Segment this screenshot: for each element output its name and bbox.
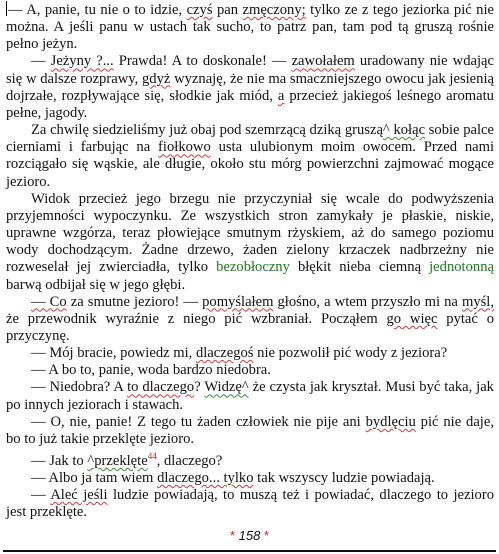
paragraph [6, 294, 494, 345]
text-run: głośno, a wtem przyszło mi na [273, 293, 462, 310]
paragraph [6, 345, 494, 362]
text-run: — Jak to [31, 452, 88, 469]
text-cursor [6, 1, 7, 16]
text-run: nie pozwolił pić wody z jeziora? [253, 345, 448, 362]
paragraph [6, 414, 494, 448]
spelling-marked-word: pomyślałem [202, 293, 274, 310]
paragraph [6, 470, 494, 487]
footnote-ref: 44 [147, 451, 157, 462]
spelling-marked-word: gdyż [141, 70, 171, 87]
footer-star-left: * [229, 528, 236, 543]
page-bottom-border [3, 550, 496, 552]
text-run: pan [212, 2, 243, 18]
text-run: Widok przecież jego brzegu nie przyczyniał się wcale do podwyższenia przyjemności wypoczynku. Ze wszystkich stron zamykały je płaskie, niskie, uprawne wzgórza, teraz płowiejące smutnym rżyskiem, aż do samego poziomu wody dochodzącym. Żadne drzewo, żaden zielony krzaczek nadbrzeżny nie rozweselał jej zwierciadła, tylko [6, 190, 494, 276]
text-run: że czysta jak kryształ. Musi być taka, jak po innych jeziorach i stawach. [6, 379, 494, 413]
text-run: barwą odbijał się w jego głębi. [6, 276, 186, 293]
text-run: — Mój bracie, powiedz mi, [31, 345, 196, 362]
grammar-marked-word: ^przeklęte [87, 452, 148, 469]
text-run: — A bo to, panie, woda bardzo niedobra. [31, 362, 271, 379]
paragraph [6, 379, 494, 413]
spelling-marked-word: fiołkowo [158, 139, 211, 156]
text-run: usta ulubionym moim owocem. Przed nami rozciągało się wąskie, ale długie, około stu mórg powierzchni zajmować mogące jezioro. [6, 139, 495, 190]
text-run: — [31, 487, 51, 504]
spelling-marked-word: a [277, 87, 285, 104]
text-run: błękit nieba ciemną [289, 259, 430, 276]
page-footer [0, 528, 499, 543]
text-run: za smutne jezioro! — [66, 293, 203, 310]
spelling-marked-word: to dlaczego [127, 379, 195, 396]
paragraph [6, 487, 494, 521]
spelling-marked-word: Jeżyny ?... [50, 53, 114, 70]
text-run: tak wszyscy ludzie powiadają. [253, 470, 435, 487]
text-run: przecież jakiegoś leśnego aromatu pełne, jagody. [6, 87, 494, 121]
text-run: pić nie daje, bo to już takie przeklęte jezioro. [6, 413, 494, 447]
text-run: Prawda! A to doskonale! — [113, 53, 292, 70]
text-run: Za chwilę siedzieliśmy już obaj pod szemrzącą dziką gruszą [31, 122, 383, 139]
spelling-marked-word: zawołałem [291, 53, 355, 70]
spelling-marked-word: czyś [186, 2, 213, 18]
paragraph [6, 53, 494, 122]
text-run: ludzie powiadają, to muszą też i powiadać, dlaczego to jezioro jest przeklęte. [6, 487, 494, 521]
spelling-marked-word: go więc [386, 310, 438, 327]
spelling-marked-word: dlaczegoś [195, 345, 254, 362]
text-run: ? [194, 379, 205, 396]
text-run: tylko ze z tego jeziorka pić nie można. A jeśli panu w ustach tak sucho, to patrz pan, tam pod tą gruszą rośnie pełno jeżyn. [6, 2, 494, 53]
text-run: — A, panie, tu nie o to idzie, [8, 2, 187, 18]
grammar-marked-word: ^ kołąc [382, 122, 426, 139]
document-text[interactable] [6, 1, 494, 522]
text-run: sobie palce cierniami i farbując na [6, 122, 494, 156]
text-run: — [31, 53, 51, 70]
paragraph [6, 1, 494, 53]
paragraph [6, 448, 494, 470]
page-number: 158 [238, 528, 261, 543]
text-run: , dlaczego? [156, 452, 223, 469]
green-text: bezobłoczny [216, 259, 290, 276]
text-run: — O, nie, panie! Z tego tu żaden człowiek nie pije ani [31, 413, 366, 430]
paragraph [6, 122, 494, 191]
spelling-marked-word: Aleć jeśli [50, 487, 108, 504]
grammar-marked-word: Widzę^ [204, 379, 249, 396]
text-run: — Albo ja tam wiem [31, 470, 158, 487]
spelling-marked-word: — Co [31, 293, 67, 310]
text-run: — Niedobra? A [31, 379, 128, 396]
paragraph [6, 362, 494, 379]
text-run: że przewodnik wyraźnie z niego pić wzbraniał. Począłem [6, 310, 387, 327]
spelling-marked-word: bydlęciu [365, 413, 416, 430]
text-run: uradowany nie wdając się w dalsze rozprawy, [6, 53, 494, 87]
text-run: wyznaję, że nie ma smaczniejszego owocu jak jesienią dojrzałe, rozpływające się, słodkie jak miód, [6, 70, 494, 104]
green-text: jednotonną [429, 259, 494, 276]
text-run: pytać o przyczynę. [6, 310, 495, 344]
paragraph [6, 191, 494, 294]
spelling-marked-word: zmęczony; [242, 2, 306, 18]
spelling-marked-word: myśl, [461, 293, 494, 310]
footer-star-right: * [263, 528, 270, 543]
spelling-marked-word: dlaczego... tylko [157, 470, 254, 487]
